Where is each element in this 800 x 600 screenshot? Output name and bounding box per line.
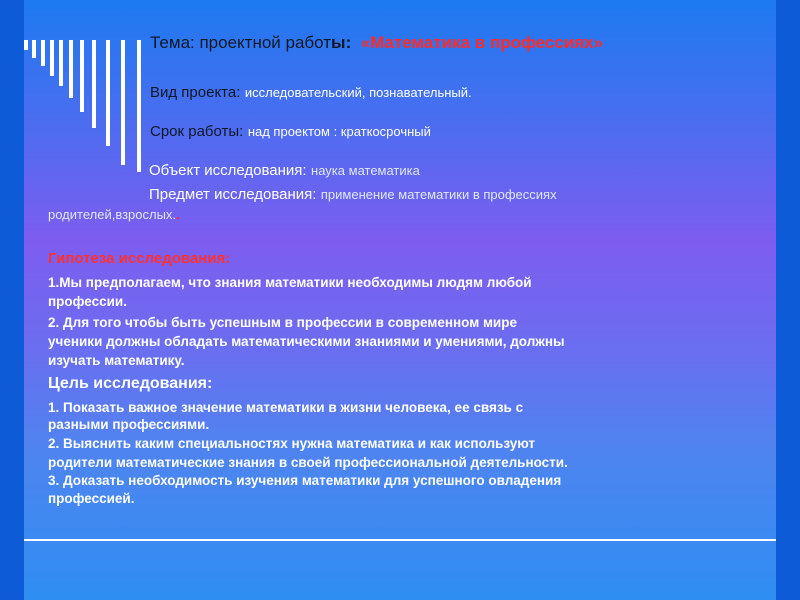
goal-title: Цель исследования: bbox=[48, 375, 213, 392]
stripe bbox=[24, 40, 28, 50]
goal-line: 1. Показать важное значение математики в жизни человека, ее связь с bbox=[48, 400, 524, 415]
hypothesis-line: 2. Для того чтобы быть успешным в профессии в современном мире bbox=[48, 315, 517, 330]
term-label: Срок работы: bbox=[150, 123, 244, 140]
object-value: наука математика bbox=[311, 163, 420, 178]
stripe bbox=[69, 40, 73, 98]
subject-label: Предмет исследования: bbox=[149, 186, 317, 203]
subject-value-cont: родителей,взрослых. bbox=[48, 207, 177, 222]
right-frame bbox=[776, 0, 800, 600]
stripe bbox=[80, 40, 84, 112]
goal-line: 2. Выяснить каким специальностях нужна математика и как используют bbox=[48, 436, 536, 451]
subject-line bbox=[149, 186, 557, 204]
topic-label: Тема: проектной работ bbox=[150, 33, 332, 52]
topic-line bbox=[150, 33, 603, 53]
goal-line: разными профессиями. bbox=[48, 417, 210, 432]
type-value: исследовательский, познавательный. bbox=[244, 85, 472, 100]
topic-label-bold: ы: bbox=[331, 33, 352, 52]
stripe bbox=[121, 40, 125, 165]
goal-line: профессией. bbox=[48, 491, 135, 506]
object-label: Объект исследования: bbox=[149, 162, 307, 179]
stripe bbox=[41, 40, 45, 66]
hypothesis-line: профессии. bbox=[48, 294, 127, 309]
goal-line: 3. Доказать необходимость изучения математики для успешного овладения bbox=[48, 473, 562, 488]
goal-line: родители математические знания в своей профессиональной деятельности. bbox=[48, 455, 568, 470]
topic-title: «Математика в профессиях» bbox=[360, 33, 604, 52]
object-line bbox=[149, 162, 420, 180]
subject-dot: . bbox=[176, 207, 180, 222]
stripe bbox=[59, 40, 63, 86]
hypothesis-line: ученики должны обладать математическими знаниями и умениями, должны bbox=[48, 334, 565, 349]
term-line bbox=[150, 123, 431, 141]
left-frame bbox=[0, 0, 24, 600]
hypothesis-line: изучать математику. bbox=[48, 353, 185, 368]
subject-value: применение математики в профессиях bbox=[320, 187, 557, 202]
type-colon: : bbox=[236, 84, 241, 101]
hypothesis-title: Гипотеза исследования: bbox=[48, 250, 231, 267]
stripe bbox=[137, 40, 141, 172]
stripe bbox=[32, 40, 36, 58]
term-value: над проектом : краткосрочный bbox=[247, 124, 431, 139]
stripe bbox=[106, 40, 110, 146]
stripe bbox=[50, 40, 54, 76]
type-line bbox=[150, 84, 472, 102]
hypothesis-line: 1.Мы предполагаем, что знания математики необходимы людям любой bbox=[48, 275, 532, 290]
stripe bbox=[92, 40, 96, 128]
subject-line-cont bbox=[48, 206, 180, 224]
bottom-divider bbox=[24, 539, 776, 541]
type-label: Вид проекта bbox=[150, 84, 237, 101]
